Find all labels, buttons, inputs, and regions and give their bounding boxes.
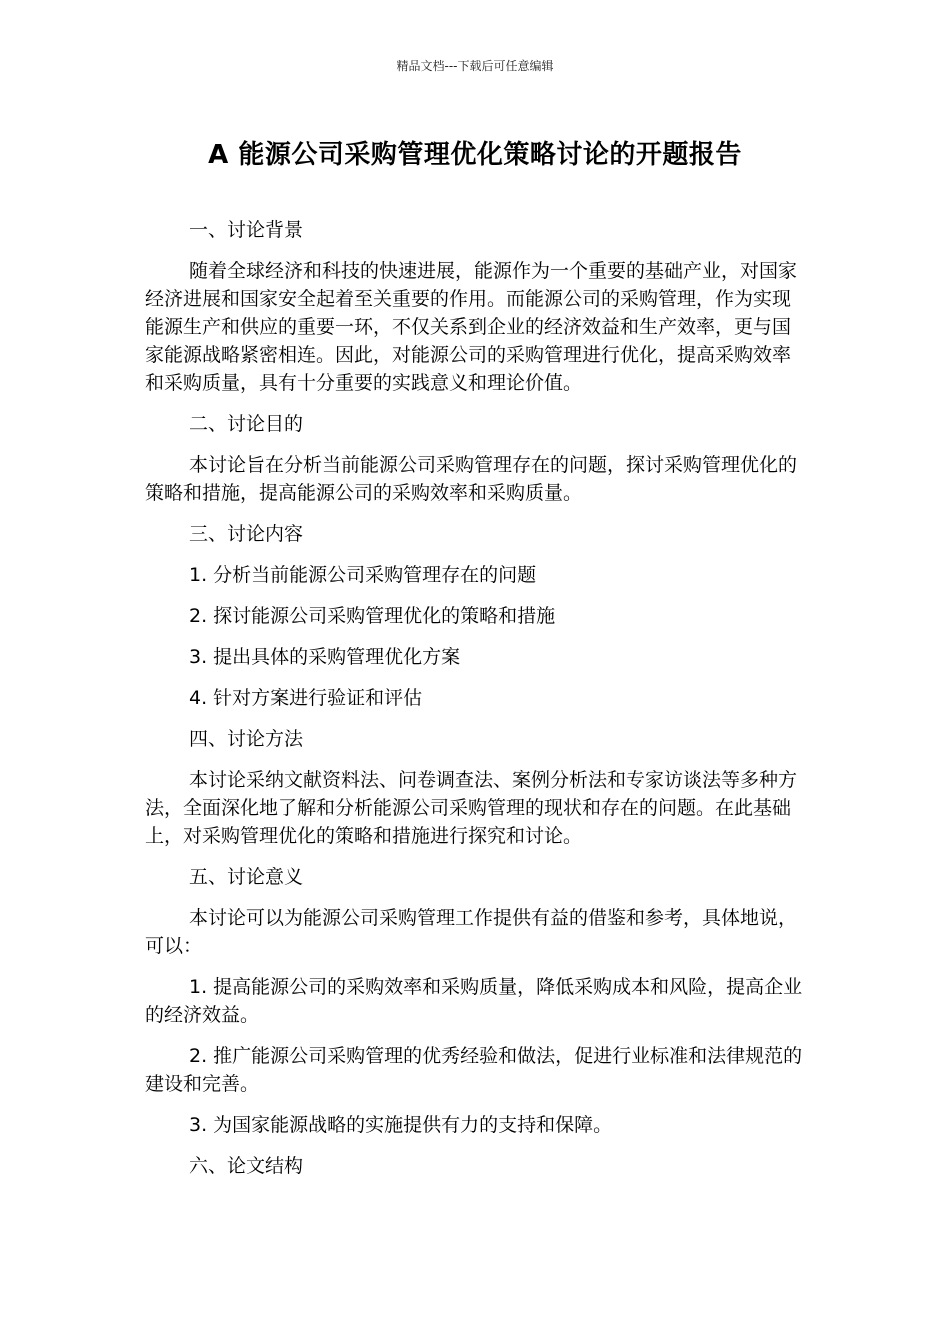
background-paragraph: 随着全球经济和科技的快速进展，能源作为一个重要的基础产业，对国家经济进展和国家安全起着至关重要的作用。而能源公司的采购管理，作为实现能源生产和供应的重要一环，不仅关系到企业的经济效益和生产效率，更与国家能源战略紧密相连。因此，对能源公司的采购管理进行优化，提高采购效率和采购质量，具有十分重要的实践意义和理论价值。 (145, 260, 798, 394)
significance-list-item: 1. 提高能源公司的采购效率和采购质量，降低采购成本和风险，提高企业的经济效益。 (145, 976, 803, 1026)
section-heading-purpose: 二、讨论目的 (189, 413, 304, 435)
document-title: A 能源公司采购管理优化策略讨论的开题报告 (208, 140, 742, 170)
content-list-item: 2. 探讨能源公司采购管理优化的策略和措施 (189, 605, 556, 627)
section-heading-structure: 六、论文结构 (189, 1155, 304, 1177)
section-heading-content: 三、讨论内容 (189, 523, 304, 545)
page-header-note: 精品文档---下载后可任意编辑 (396, 59, 554, 73)
section-heading-background: 一、讨论背景 (189, 219, 304, 241)
content-list-item: 1. 分析当前能源公司采购管理存在的问题 (189, 564, 537, 586)
content-list-item: 3. 提出具体的采购管理优化方案 (189, 646, 461, 668)
method-paragraph: 本讨论采纳文献资料法、问卷调查法、案例分析法和专家访谈法等多种方法，全面深化地了解和分析能源公司采购管理的现状和存在的问题。在此基础上，对采购管理优化的策略和措施进行探究和讨论。 (145, 769, 798, 847)
significance-list-item: 2. 推广能源公司采购管理的优秀经验和做法，促进行业标准和法律规范的建设和完善。 (145, 1045, 803, 1095)
section-heading-significance: 五、讨论意义 (189, 866, 304, 888)
significance-list-item: 3. 为国家能源战略的实施提供有力的支持和保障。 (189, 1114, 613, 1136)
content-list-item: 4. 针对方案进行验证和评估 (189, 687, 423, 709)
document-body (145, 216, 805, 1193)
purpose-paragraph: 本讨论旨在分析当前能源公司采购管理存在的问题，探讨采购管理优化的策略和措施，提高能源公司的采购效率和采购质量。 (145, 454, 798, 504)
significance-intro: 本讨论可以为能源公司采购管理工作提供有益的借鉴和参考，具体地说，可以： (145, 907, 798, 957)
section-heading-method: 四、讨论方法 (189, 728, 304, 750)
